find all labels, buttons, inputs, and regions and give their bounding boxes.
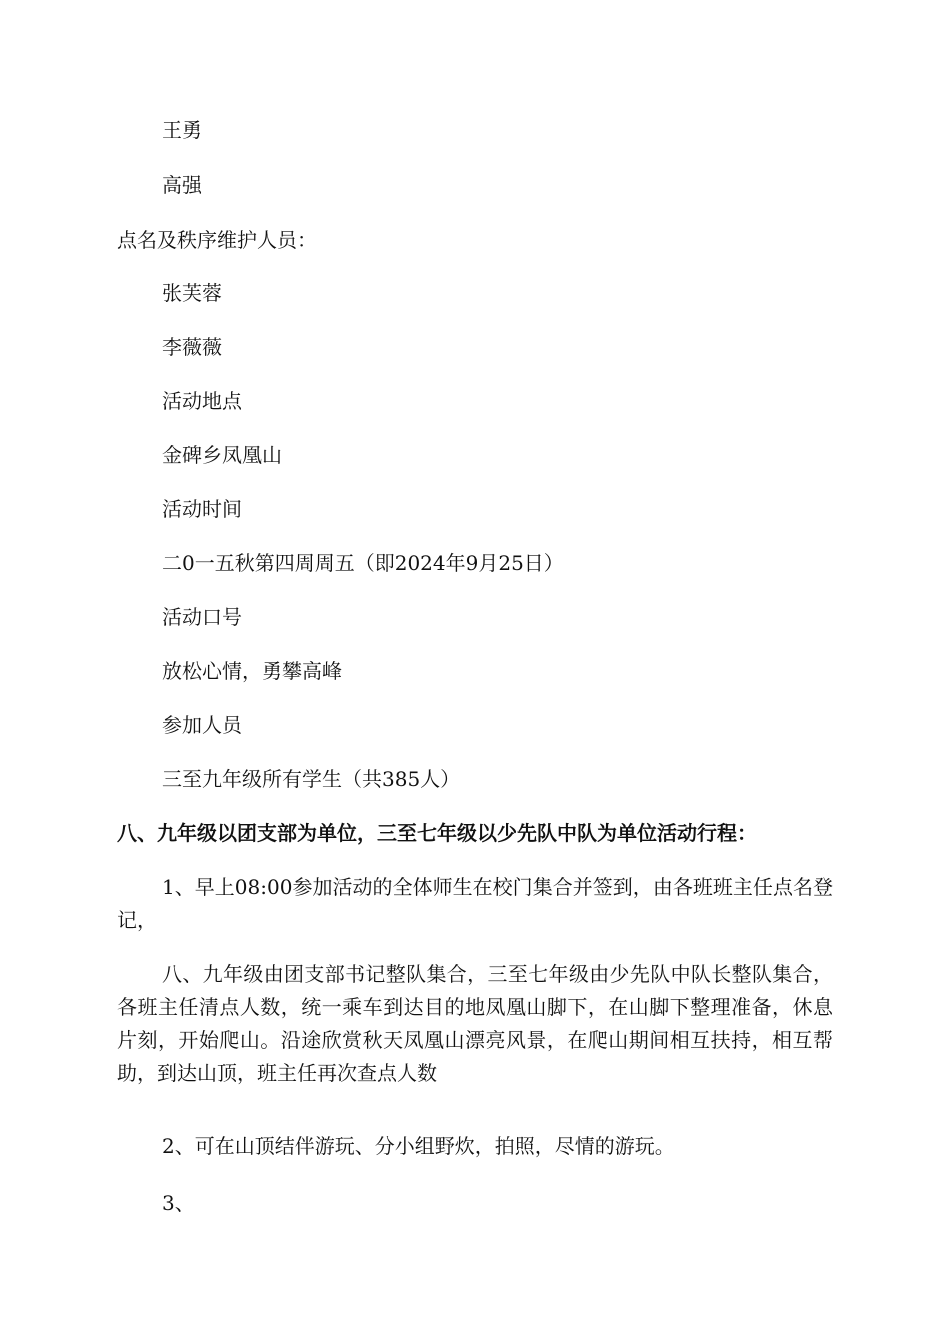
itinerary-paragraph-3: 2、可在山顶结伴游玩、分小组野炊，拍照，尽情的游玩。 <box>162 1134 675 1158</box>
name-zhang-furong: 张芙蓉 <box>162 281 222 305</box>
activity-slogan-label: 活动口号 <box>162 605 242 629</box>
itinerary-heading: 八、九年级以团支部为单位，三至七年级以少先队中队为单位活动行程： <box>117 821 757 845</box>
itinerary-paragraph-1: 1、早上08:00参加活动的全体师生在校门集合并签到，由各班班主任点名登记， <box>117 875 833 932</box>
roll-call-staff-label: 点名及秩序维护人员： <box>117 228 317 252</box>
activity-time-value: 二0一五秋第四周周五（即2024年9月25日） <box>162 551 564 575</box>
itinerary-paragraph-2: 八、九年级由团支部书记整队集合，三至七年级由少先队中队长整队集合，各班主任清点人数，统一乘车到达目的地凤凰山脚下，在山脚下整理准备，休息片刻，开始爬山。沿途欣赏秋天凤凰山漂亮风景，在爬山期间相互扶持，相互帮助，到达山顶，班主任再次查点人数 <box>117 962 833 1085</box>
participants-label: 参加人员 <box>162 713 242 737</box>
activity-location-value: 金碑乡凤凰山 <box>162 443 282 467</box>
name-wang-yong: 王勇 <box>162 118 202 142</box>
itinerary-paragraph-4: 3、 <box>162 1191 195 1215</box>
name-gao-qiang: 高强 <box>162 173 202 197</box>
activity-location-label: 活动地点 <box>162 389 242 413</box>
name-li-weiwei: 李薇薇 <box>162 335 222 359</box>
participants-value: 三至九年级所有学生（共385人） <box>162 767 461 791</box>
activity-slogan-value: 放松心情，勇攀高峰 <box>162 659 342 683</box>
activity-time-label: 活动时间 <box>162 497 242 521</box>
